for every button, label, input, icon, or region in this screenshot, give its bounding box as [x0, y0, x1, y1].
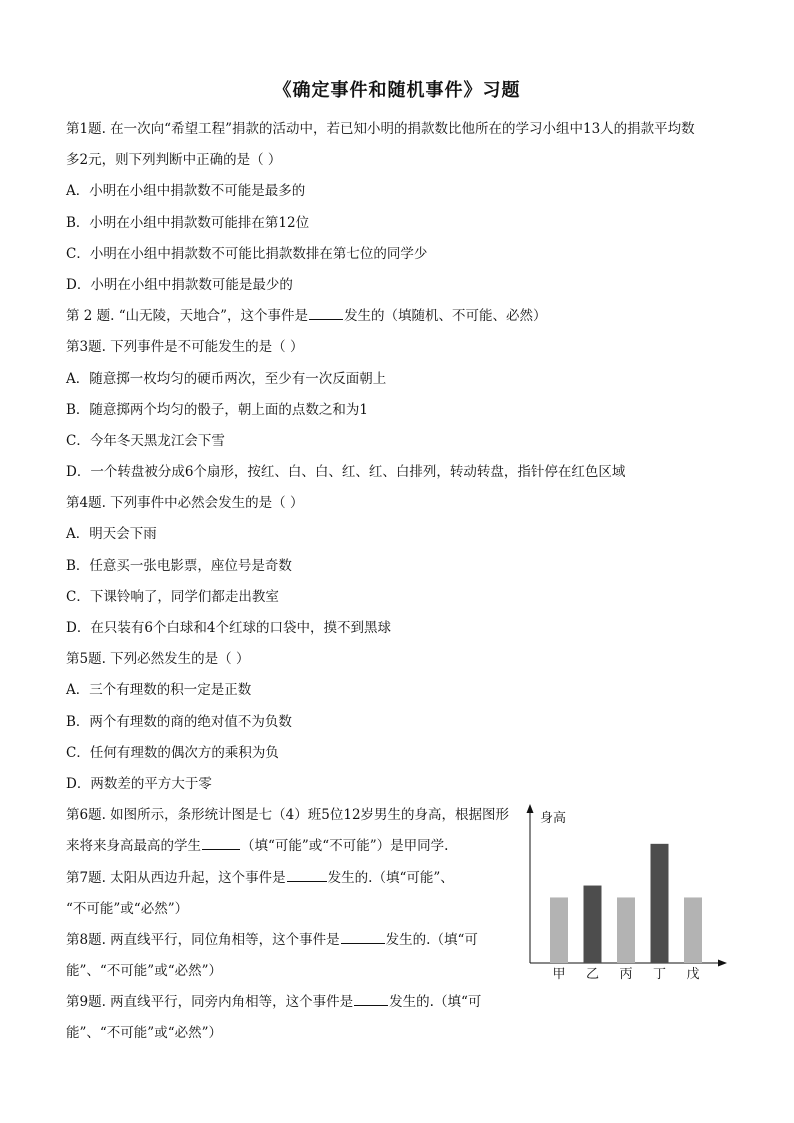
q1-option-b: B．小明在小组中捐款数可能排在第12位	[66, 214, 310, 231]
q4-option-c: C．下课铃响了，同学们都走出教室	[66, 588, 279, 605]
q3-option-c: C．今年冬天黑龙江会下雪	[66, 432, 225, 449]
y-axis-label: 身高	[540, 811, 567, 826]
q8-answer-blank[interactable]	[341, 929, 385, 944]
q8-text-post: 发生的.（填“可	[385, 931, 478, 948]
bar-2	[584, 886, 602, 963]
q5-option-b: B．两个有理数的商的绝对值不为负数	[66, 713, 292, 730]
q9-text-pre: 第9题. 两直线平行，同旁内角相等，这个事件是	[66, 994, 354, 1011]
x-tick-label-2: 乙	[585, 967, 600, 982]
q2-line	[66, 301, 730, 332]
bar-3	[617, 897, 635, 963]
q1-option-d: D．小明在小组中捐款数可能是最少的	[66, 276, 293, 293]
q4-stem: 第4题. 下列事件中必然会发生的是（ ）	[66, 495, 304, 512]
q7-text-pre: 第7题. 太阳从西边升起，这个事件是	[66, 869, 286, 886]
q3-stem: 第3题. 下列事件是不可能发生的是（ ）	[66, 339, 304, 356]
y-axis-arrow-icon	[527, 804, 534, 813]
q7-line2: “不可能”或“必然”）	[66, 900, 189, 917]
x-tick-label-4: 丁	[652, 967, 667, 982]
q4-option-d: D．在只装有6个白球和4个红球的口袋中，摸不到黑球	[66, 620, 392, 636]
q1-stem-line1: 第1题. 在一次向“希望工程”捐款的活动中，若已知小明的捐款数比他所在的学习小组中13人的捐款平均数	[66, 121, 695, 137]
q6-text-pre: 来将来身高最高的学生	[66, 838, 201, 855]
bar-4	[651, 844, 669, 963]
q7-line1	[66, 863, 516, 894]
q3-option-b: B．随意掷两个均匀的骰子，朝上面的点数之和为1	[66, 401, 369, 418]
q6-line2	[66, 831, 516, 862]
bars-group	[550, 844, 702, 963]
q3-option-a: A．随意掷一枚均匀的硬币两次，至少有一次反面朝上	[66, 370, 387, 387]
height-bar-chart	[520, 800, 740, 990]
q5-option-c: C．任何有理数的偶次方的乘积为负	[66, 744, 279, 761]
q6-line1: 第6题. 如图所示，条形统计图是七（4）班5位12岁男生的身高，根据图形	[66, 807, 510, 824]
q3-option-d: D．一个转盘被分成6个扇形，按红、白、白、红、红、白排列，转动转盘，指针停在红色区域	[66, 464, 626, 481]
bar-chart-svg	[520, 800, 740, 990]
bar-1	[550, 897, 568, 963]
q9-answer-blank[interactable]	[354, 991, 388, 1006]
q5-stem: 第5题. 下列必然发生的是（ ）	[66, 651, 250, 668]
q4-option-a: A．明天会下雨	[66, 526, 157, 543]
q8-text-pre: 第8题. 两直线平行，同位角相等，这个事件是	[66, 931, 340, 948]
q8-line1	[66, 925, 516, 956]
q9-text-post: 发生的.（填“可	[389, 994, 482, 1011]
q9-line1	[66, 987, 516, 1018]
page-title: 《确定事件和随机事件》习题	[273, 80, 521, 101]
x-tick-label-1: 甲	[552, 967, 566, 982]
q1-stem-line2: 多2元，则下列判断中正确的是（ ）	[66, 152, 282, 169]
q5-option-d: D．两数差的平方大于零	[66, 775, 212, 792]
q2-answer-blank[interactable]	[309, 305, 343, 320]
q1-option-c: C．小明在小组中捐款数不可能比捐款数排在第七位的同学少	[66, 245, 428, 262]
q5-option-a: A．三个有理数的积一定是正数	[66, 682, 252, 699]
q1-option-a: A．小明在小组中捐款数不可能是最多的	[66, 183, 306, 200]
x-tick-labels	[552, 966, 699, 982]
q4-option-b: B．任意买一张电影票，座位号是奇数	[66, 557, 292, 574]
q6-answer-blank[interactable]	[202, 835, 240, 850]
bar-5	[684, 897, 702, 963]
q7-answer-blank[interactable]	[287, 867, 327, 882]
q2-text-pre: 第 2 题. “山无陵，天地合”，这个事件是	[66, 308, 309, 325]
x-tick-label-5: 戊	[686, 967, 700, 982]
x-axis-arrow-icon	[718, 960, 727, 967]
q8-line2: 能”、“不可能”或“必然”）	[66, 963, 223, 980]
q2-text-post: 发生的（填随机、不可能、必然）	[344, 308, 547, 325]
q7-text-post: 发生的.（填“可能”、	[327, 869, 454, 886]
q6-text-post: （填“可能”或“不可能”）是甲同学.	[241, 838, 449, 855]
q9-line2: 能”、“不可能”或“必然”）	[66, 1025, 223, 1042]
x-tick-label-3: 丙	[619, 967, 633, 982]
